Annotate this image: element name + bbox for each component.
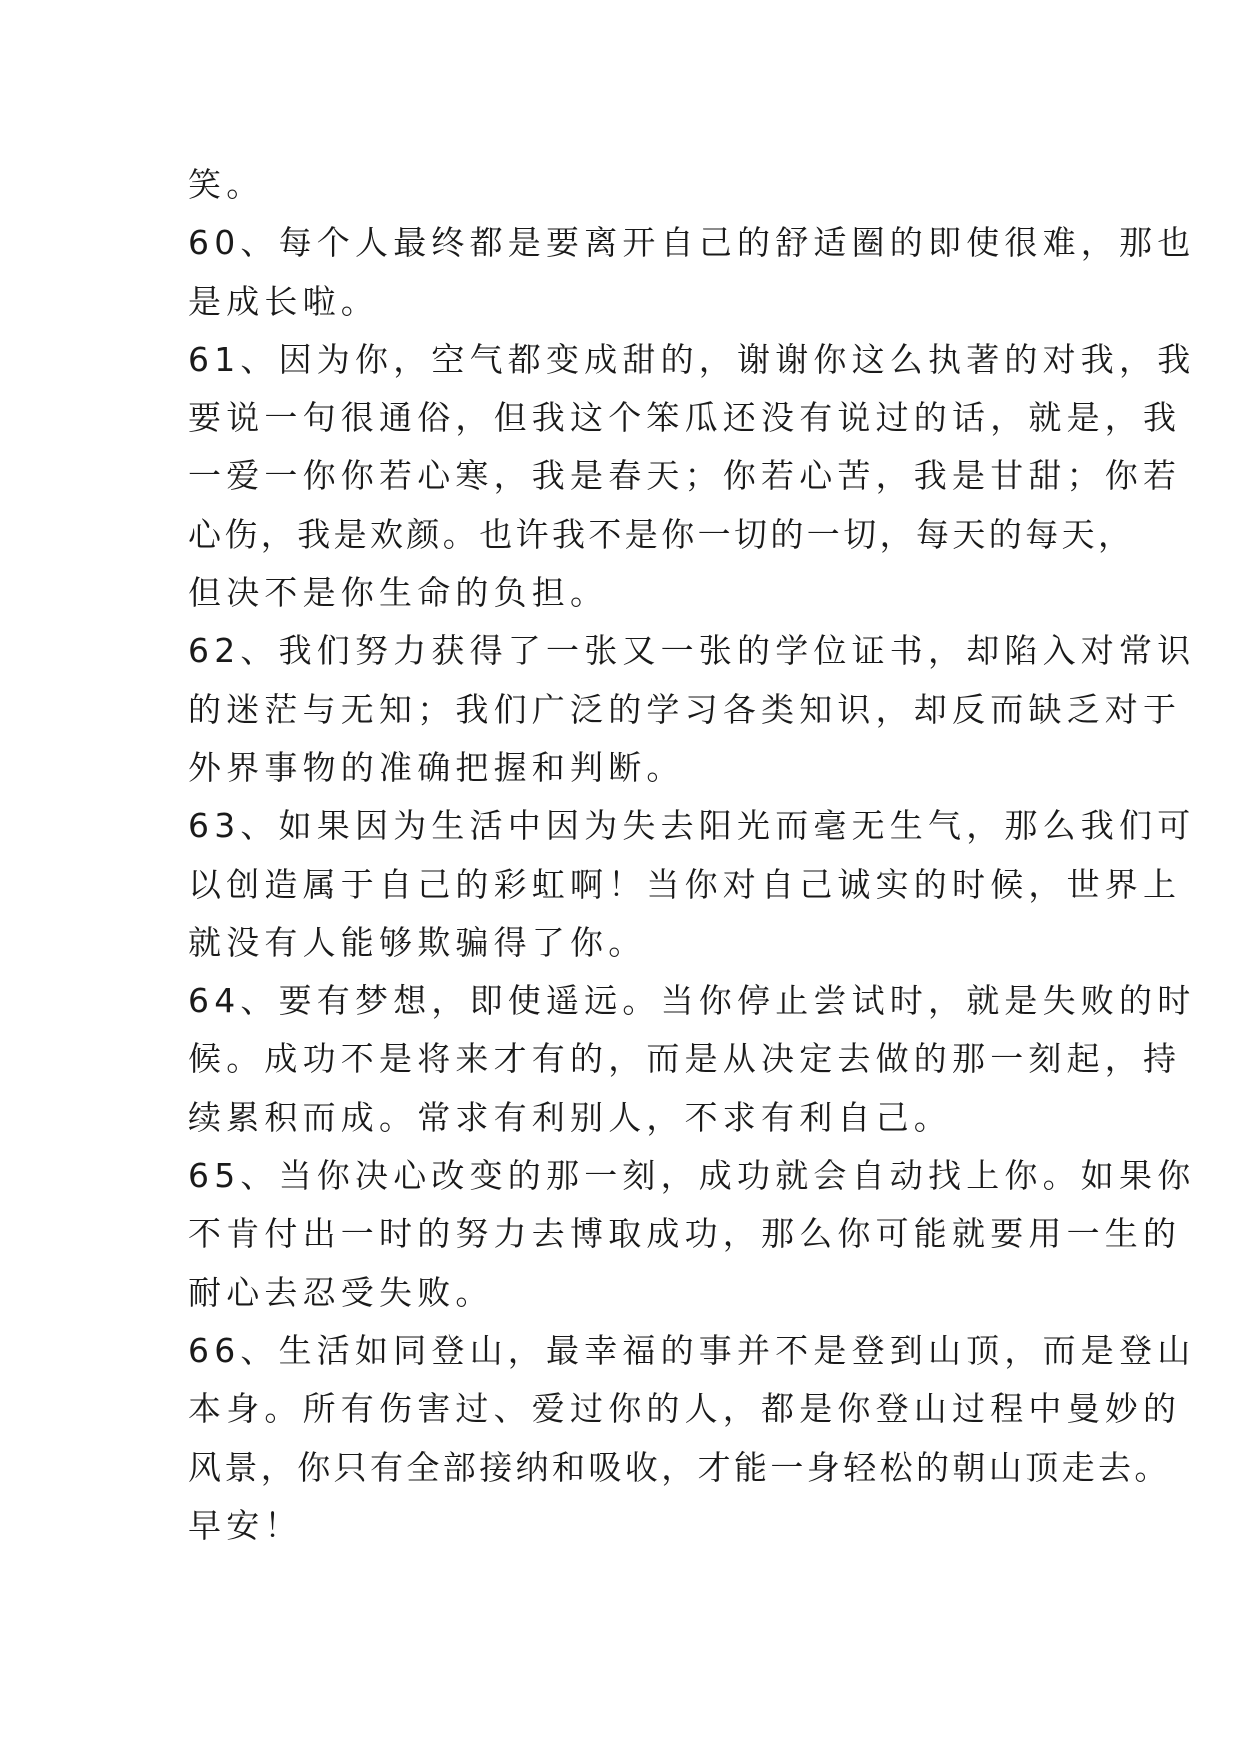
text-line: 61、因为你，空气都变成甜的，谢谢你这么执著的对我，我 xyxy=(188,339,1196,379)
text-line: 心伤，我是欢颜。也许我不是你一切的一切，每天的每天， xyxy=(188,514,1135,554)
text-line: 但决不是你生命的负担。 xyxy=(188,573,609,613)
text-line: 耐心去忍受失败。 xyxy=(188,1272,494,1312)
text-line: 笑。 xyxy=(188,165,265,204)
text-line: 候。成功不是将来才有的，而是从决定去做的那一刻起，持 xyxy=(188,1039,1182,1079)
text-line: 本身。所有伤害过、爱过你的人，都是你登山过程中曼妙的 xyxy=(188,1389,1182,1429)
text-line: 66、生活如同登山，最幸福的事并不是登到山顶，而是登山 xyxy=(188,1330,1196,1370)
text-line: 65、当你决心改变的那一刻，成功就会自动找上你。如果你 xyxy=(188,1156,1196,1196)
text-line: 的迷茫与无知；我们广泛的学习各类知识，却反而缺乏对于 xyxy=(188,689,1182,729)
text-line: 风景，你只有全部接纳和吸收，才能一身轻松的朝山顶走去。 xyxy=(188,1447,1171,1487)
text-line: 64、要有梦想，即使遥远。当你停止尝试时，就是失败的时 xyxy=(188,981,1196,1021)
text-line: 63、如果因为生活中因为失去阳光而毫无生气，那么我们可 xyxy=(188,806,1196,846)
text-line: 是成长啦。 xyxy=(188,281,379,321)
text-line: 续累积而成。常求有利别人，不求有利自己。 xyxy=(188,1097,952,1137)
text-line: 要说一句很通俗，但我这个笨瓜还没有说过的话，就是，我 xyxy=(188,398,1182,438)
text-line: 62、我们努力获得了一张又一张的学位证书，却陷入对常识 xyxy=(188,631,1196,671)
text-line: 一爱一你你若心寒，我是春天；你若心苦，我是甘甜；你若 xyxy=(188,456,1182,496)
text-line: 就没有人能够欺骗得了你。 xyxy=(188,922,647,962)
text-line: 早安！ xyxy=(188,1505,303,1545)
document-body xyxy=(188,156,1196,1555)
text-line: 外界事物的准确把握和判断。 xyxy=(188,747,685,787)
text-line: 不肯付出一时的努力去博取成功，那么你可能就要用一生的 xyxy=(188,1214,1182,1254)
text-line: 以创造属于自己的彩虹啊！当你对自己诚实的时候，世界上 xyxy=(188,864,1182,904)
text-line: 60、每个人最终都是要离开自己的舒适圈的即使很难，那也 xyxy=(188,223,1196,263)
